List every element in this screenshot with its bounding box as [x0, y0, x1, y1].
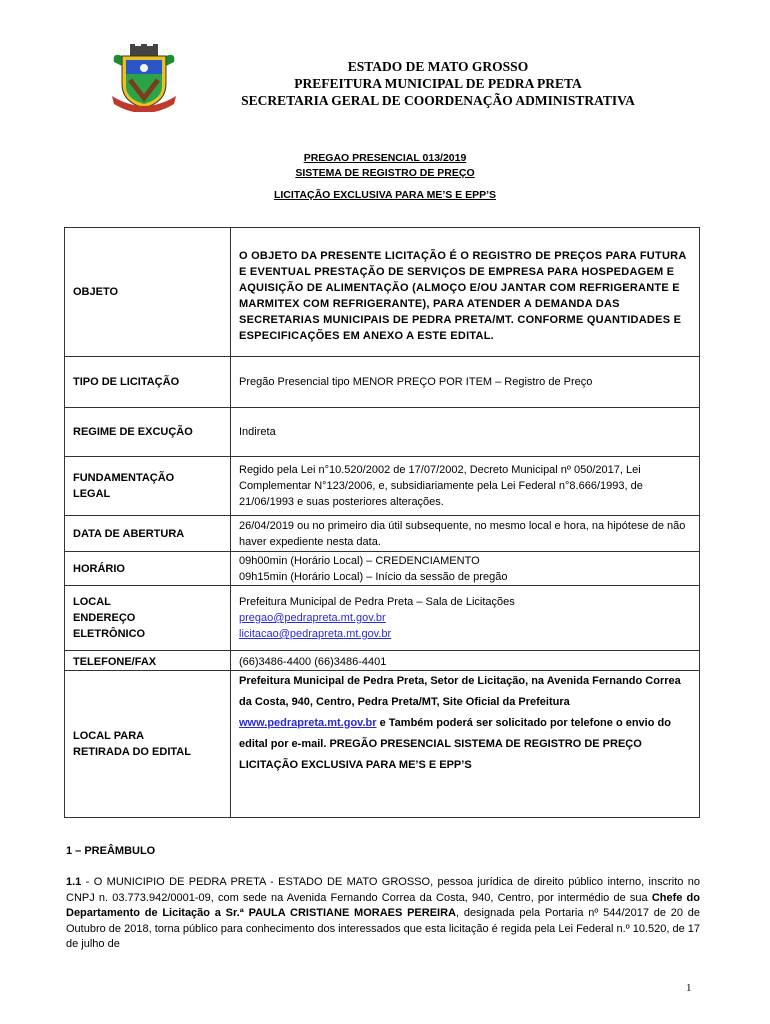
regime-label: REGIME DE EXCUÇÃO — [65, 408, 231, 457]
telefone-value: (66)3486-4400 (66)3486-4401 — [231, 651, 700, 671]
page-number: 1 — [686, 982, 692, 994]
retirada-text-1: Prefeitura Municipal de Pedra Preta, Setor de Licitação, na Avenida Fernando Correa da Costa, 940, Centro, Pedra Preta/MT, Site Oficial da Prefeitura — [239, 675, 681, 708]
table-row-telefone — [65, 651, 700, 671]
retirada-label-line2: RETIRADA DO EDITAL — [73, 746, 191, 758]
fundamentacao-value: Regido pela Lei n°10.520/2002 de 17/07/2002, Decreto Municipal nº 050/2017, Lei Complementar N°123/2006, e, subsidiariamente pela Lei Federal n°8.666/1993, de 21/06/1993 e suas posteriores alterações. — [231, 457, 700, 516]
regime-value: Indireta — [231, 408, 700, 457]
objeto-label: OBJETO — [65, 228, 231, 357]
preambulo-paragraph — [66, 875, 700, 953]
email-licitacao-link[interactable]: licitacao@pedrapreta.mt.gov.br — [239, 628, 392, 640]
fundamentacao-label — [65, 457, 231, 516]
table-row-regime — [65, 408, 700, 457]
endereco-label-line2: ELETRÔNICO — [73, 628, 146, 640]
horario-label: HORÁRIO — [65, 552, 231, 586]
licitacao-title: LICITAÇÃO EXCLUSIVA PARA ME’S E EPP’S — [273, 189, 497, 201]
paragraph-text-b: , designada pela Portaria nº 544/2017 de 20 de Outubro de 2018, torna público para conhecimento dos interessados que esta licitação é regida pela Lei Federal n.º 10.520, de 17 de julho de — [66, 907, 700, 950]
table-row-retirada — [65, 671, 700, 818]
telefone-label: TELEFONE/FAX — [65, 651, 231, 671]
local-label — [65, 586, 231, 651]
table-row-fundamentacao — [65, 457, 700, 516]
paragraph-number: 1.1 — [66, 876, 82, 888]
table-row-data-abertura — [65, 516, 700, 552]
header-state: ESTADO DE MATO GROSSO — [347, 59, 529, 74]
header-prefeitura: PREFEITURA MUNICIPAL DE PEDRA PRETA — [294, 76, 582, 91]
municipal-coat-of-arms-logo — [108, 44, 180, 112]
table-row-local — [65, 586, 700, 651]
retirada-site-link[interactable]: www.pedrapreta.mt.gov.br — [239, 717, 377, 729]
table-row-horario — [65, 552, 700, 586]
table-row-tipo — [65, 357, 700, 408]
horario-value — [231, 552, 700, 586]
tipo-value: Pregão Presencial tipo MENOR PREÇO POR ITEM – Registro de Preço — [231, 357, 700, 408]
document-header — [190, 58, 686, 109]
fundamentacao-label-line2: LEGAL — [73, 488, 111, 500]
horario-sessao: 09h15min (Horário Local) – Início da sessão de pregão — [239, 570, 508, 583]
preambulo-heading: 1 – PREÂMBULO — [66, 845, 156, 857]
paragraph-text-a: - O MUNICIPIO DE PEDRA PRETA - ESTADO DE MATO GROSSO, pessoa jurídica de direito público interno, inscrito no CNPJ n. 03.773.942/0001-09, com sede na Avenida Fernando Correa da Costa, 940, Centro, por intermédio de sua — [66, 876, 700, 904]
tipo-label: TIPO DE LICITAÇÃO — [65, 357, 231, 408]
header-secretaria: SECRETARIA GERAL DE COORDENAÇÃO ADMINISTRATIVA — [241, 93, 635, 108]
data-abertura-value: 26/04/2019 ou no primeiro dia útil subsequente, no mesmo local e hora, na hipótese de não haver expediente nesta data. — [231, 516, 700, 552]
edital-info-table — [64, 227, 700, 818]
retirada-label — [65, 671, 231, 818]
local-value — [231, 586, 700, 651]
local-label-line: LOCAL — [73, 596, 111, 608]
pregao-title: PREGAO PRESENCIAL 013/2019 — [303, 152, 467, 164]
data-abertura-label: DATA DE ABERTURA — [65, 516, 231, 552]
retirada-text-2: e Também poderá ser solicitado por telefone o envio do edital por e-mail. PREGÃO PRESENCIAL SISTEMA DE REGISTRO DE PREÇO LICITAÇÃO EXCLUSIVA PARA ME’S E EPP’S — [239, 717, 671, 771]
sistema-title: SISTEMA DE REGISTRO DE PREÇO — [295, 167, 475, 179]
paragraph-bold-chefe: Chefe do Departamento de Licitação a Sr.ª PAULA CRISTIANE MORAES PEREIRA — [66, 891, 700, 919]
retirada-label-line1: LOCAL PARA — [73, 730, 145, 742]
local-address: Prefeitura Municipal de Pedra Preta – Sala de Licitações — [239, 596, 515, 608]
table-row-objeto — [65, 228, 700, 357]
endereco-label-line1: ENDEREÇO — [73, 612, 136, 624]
fundamentacao-label-line1: FUNDAMENTAÇÃO — [73, 472, 175, 484]
objeto-value: O OBJETO DA PRESENTE LICITAÇÃO É O REGISTRO DE PREÇOS PARA FUTURA E EVENTUAL PRESTAÇÃO DE SERVIÇOS DE EMPRESA PARA HOSPEDAGEM E AQUISIÇÃO DE ALIMENTAÇÃO (ALMOÇO E/OU JANTAR COM REFRIGERANTE E MARMITEX COM REFRIGERANTE), PARA ATENDER A DEMANDA DAS SECRETARIAS MUNICIPAIS DE PEDRA PRETA/MT. CONFORME QUANTIDADES E ESPECIFICAÇÕES EM ANEXO A ESTE EDITAL. — [231, 228, 700, 357]
retirada-value — [231, 671, 700, 818]
email-pregao-link[interactable]: pregao@pedrapreta.mt.gov.br — [239, 612, 386, 624]
horario-credenciamento: 09h00min (Horário Local) – CREDENCIAMENTO — [239, 554, 480, 567]
